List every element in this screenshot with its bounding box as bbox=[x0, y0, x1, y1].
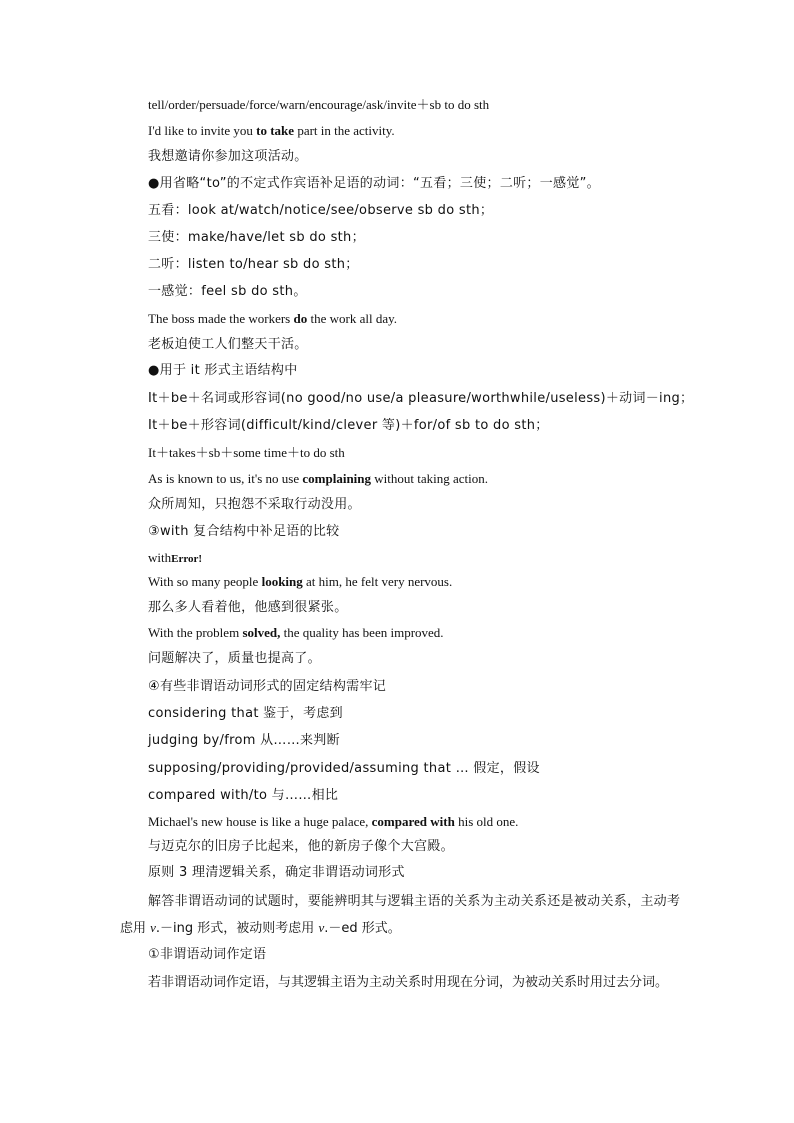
text-segment: part in the activity. bbox=[294, 123, 395, 138]
text-segment: As is known to us, it's no use bbox=[148, 471, 303, 486]
principle-heading: 原则 3 理清逻辑关系，确定非谓语动词形式 bbox=[148, 865, 405, 880]
text-line: It＋be＋形容词(difficult/kind/clever 等)＋for/of sb to do sth； bbox=[148, 418, 549, 433]
bold-term: do bbox=[293, 311, 308, 326]
text-segment: The boss made the workers bbox=[148, 311, 294, 326]
explanation-paragraph: 若非谓语动词作定语，与其逻辑主语为主动关系时用现在分词，为被动关系时用过去分词。 bbox=[148, 975, 669, 990]
text-line: It＋be＋名词或形容词(no good/no use/a pleasure/worthwhile/useless)＋动词－ing； bbox=[148, 391, 694, 406]
bullet-rule: ●用省略“to”的不定式作宾语补足语的动词：“五看；三使；二听；一感觉”。 bbox=[148, 176, 600, 191]
bullet-rule: ●用于 it 形式主语结构中 bbox=[148, 363, 298, 378]
explanation-paragraph bbox=[120, 889, 680, 942]
example-sentence bbox=[148, 573, 452, 591]
phrase-line: considering that 鉴于，考虑到 bbox=[148, 706, 343, 721]
bold-term: solved, bbox=[242, 625, 281, 640]
example-sentence bbox=[148, 310, 397, 328]
example-sentence bbox=[148, 624, 444, 642]
variable-v: v bbox=[318, 920, 325, 935]
text-segment: the quality has been improved. bbox=[280, 625, 444, 640]
text-segment: the work all day. bbox=[307, 311, 398, 326]
section-heading: ①非谓语动词作定语 bbox=[148, 947, 267, 962]
text-segment: With the problem bbox=[148, 625, 243, 640]
example-sentence bbox=[148, 813, 518, 831]
translation-line: 那么多人看着他，他感到很紧张。 bbox=[148, 600, 348, 615]
bold-term: looking bbox=[261, 574, 303, 589]
error-field: Error! bbox=[171, 553, 203, 565]
text-segment: 解答非谓语动词的试题时，要能辨明其与逻辑主语的关系为主动关系还是被动关系，主动考虑用 bbox=[120, 894, 680, 936]
text-line bbox=[148, 549, 202, 568]
bold-term: compared with bbox=[371, 814, 455, 829]
text-segment: without taking action. bbox=[371, 471, 488, 486]
translation-line: 我想邀请你参加这项活动。 bbox=[148, 149, 308, 164]
text-segment: I'd like to invite you bbox=[148, 123, 257, 138]
text-segment: Michael's new house is like a huge palace, bbox=[148, 814, 372, 829]
text-segment: with bbox=[148, 550, 172, 565]
text-line: 二听：listen to/hear sb do sth； bbox=[148, 257, 359, 272]
example-sentence bbox=[148, 122, 395, 140]
text-line: tell/order/persuade/force/warn/encourage/ask/invite＋sb to do sth bbox=[148, 97, 490, 112]
text-line: 五看：look at/watch/notice/see/observe sb do sth； bbox=[148, 203, 494, 218]
example-sentence bbox=[148, 470, 488, 488]
section-heading: ③with 复合结构中补足语的比较 bbox=[148, 524, 340, 539]
text-segment: With so many people bbox=[148, 574, 262, 589]
phrase-line: judging by/from 从……来判断 bbox=[148, 733, 340, 748]
bold-term: complaining bbox=[302, 471, 372, 486]
text-segment: at him, he felt very nervous. bbox=[302, 574, 453, 589]
text-line: 一感觉：feel sb do sth。 bbox=[148, 284, 307, 299]
text-line: It＋takes＋sb＋some time＋to do sth bbox=[148, 445, 345, 460]
phrase-line: supposing/providing/provided/assuming that … 假定，假设 bbox=[148, 761, 540, 776]
text-segment: .－ing 形式，被动则考虑用 bbox=[155, 921, 319, 936]
variable-v: v bbox=[150, 920, 156, 935]
text-segment: his old one. bbox=[454, 814, 519, 829]
phrase-line: compared with/to 与……相比 bbox=[148, 788, 339, 803]
text-segment: .－ed 形式。 bbox=[324, 921, 401, 936]
translation-line: 问题解决了，质量也提高了。 bbox=[148, 651, 321, 666]
section-heading: ④有些非谓语动词形式的固定结构需牢记 bbox=[148, 679, 387, 694]
text-line: 三使：make/have/let sb do sth； bbox=[148, 230, 365, 245]
translation-line: 与迈克尔的旧房子比起来，他的新房子像个大宫殿。 bbox=[148, 839, 454, 854]
translation-line: 众所周知，只抱怨不采取行动没用。 bbox=[148, 497, 361, 512]
translation-line: 老板迫使工人们整天干活。 bbox=[148, 337, 308, 352]
bold-term: to take bbox=[256, 123, 295, 138]
